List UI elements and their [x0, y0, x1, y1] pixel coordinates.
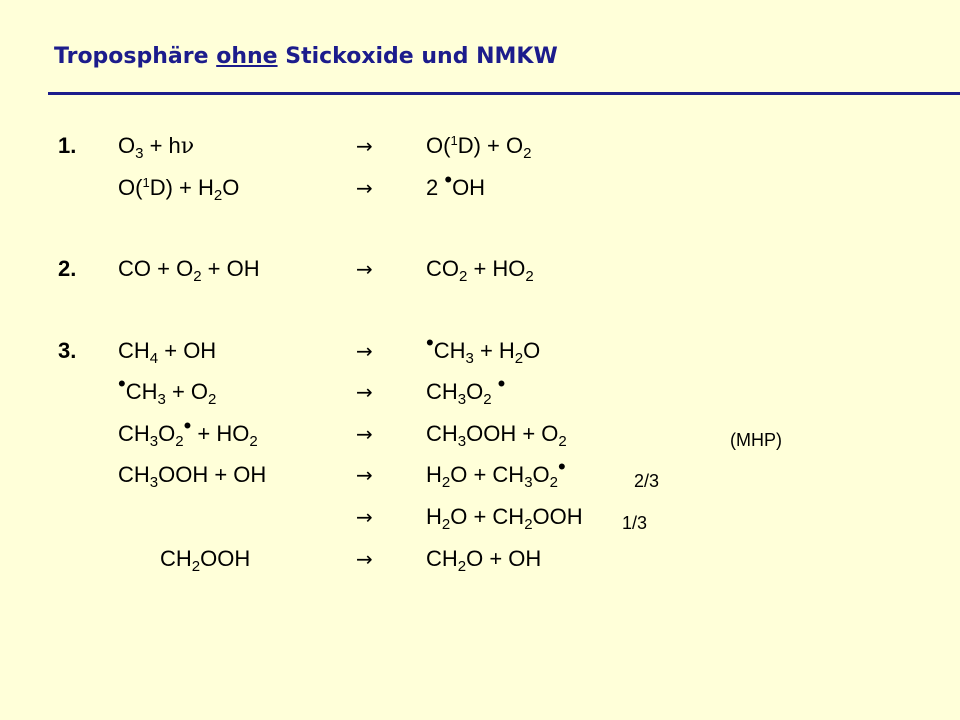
reaction-number: 1.	[58, 133, 77, 158]
arrow-icon: →	[356, 380, 373, 404]
title-text-rest: Stickoxide und NMKW	[277, 44, 558, 69]
arrow-icon: →	[356, 339, 373, 363]
reaction-products: $H_2O$ + $CH_3O_2•$	[426, 454, 566, 491]
reaction-number: 3.	[58, 338, 77, 363]
reaction-products: $•CH_3 + H_2O$	[426, 330, 541, 367]
reaction-products: $CH_3O_2•$	[426, 371, 506, 408]
reaction-products: $O(^1D) + O_2$	[426, 133, 532, 162]
title-text: Troposphäre	[54, 44, 217, 69]
reaction-branch-ratio: 2/3	[634, 471, 660, 491]
reaction-reactants: $CH_3OOH$ + OH	[118, 462, 267, 491]
reaction-products: $CH_3OOH + O_2$	[426, 421, 567, 450]
reaction-reactants: $CH_2OOH$	[160, 546, 251, 575]
slide-title	[54, 44, 558, 69]
arrow-icon: →	[356, 547, 373, 571]
arrow-icon: →	[356, 422, 373, 446]
reaction-reactants: CO + $O_2$ + OH	[118, 256, 260, 285]
reaction-reactants: $CH_4$ + OH	[118, 338, 217, 367]
arrow-icon: →	[356, 257, 373, 281]
reaction-reactants: $•CH_3 + O_2$	[118, 371, 217, 408]
reaction-number: 2.	[58, 256, 77, 281]
arrow-icon: →	[356, 463, 373, 487]
reaction-note: (MHP)	[730, 430, 782, 450]
title-divider	[48, 92, 960, 95]
arrow-icon: →	[356, 134, 373, 158]
reaction-products: 2 •OH	[426, 167, 486, 200]
arrow-icon: →	[356, 176, 373, 200]
reaction-reactants: $O_3 + h\nu$	[118, 133, 195, 162]
reaction-products: $CH_2O$ + OH	[426, 546, 542, 575]
arrow-icon: →	[356, 505, 373, 529]
reaction-products: $CO_2 + HO_2$	[426, 256, 534, 285]
reaction-products: $H_2O + CH_2OOH$	[426, 504, 583, 533]
reaction-reactants: $CH_3O_2• + HO_2$	[118, 413, 258, 450]
reaction-reactants: $O(^1D) + H_2O$	[118, 175, 240, 204]
title-underlined-word: ohne	[216, 44, 278, 69]
reaction-branch-ratio: 1/3	[622, 513, 648, 533]
